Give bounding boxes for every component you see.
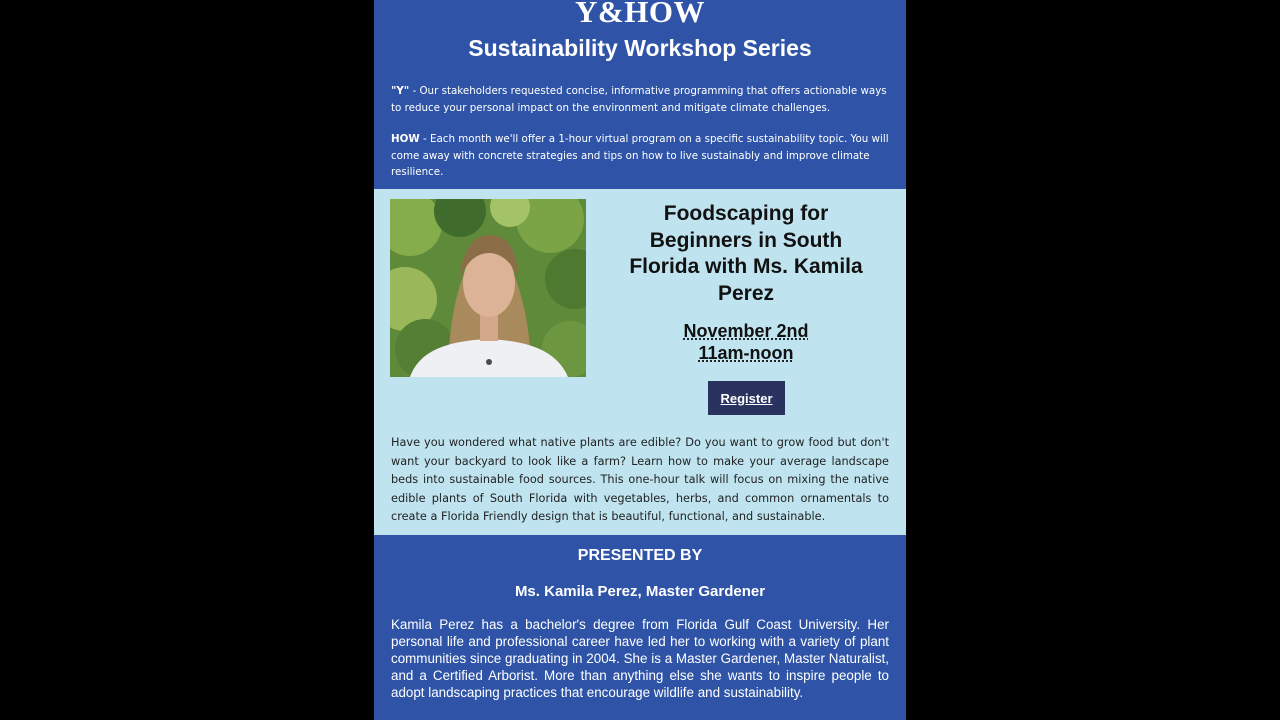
- presenter-name: Ms. Kamila Perez, Master Gardener: [514, 583, 766, 600]
- intro-why-paragraph: [391, 83, 891, 116]
- event-time: 11am-noon: [698, 343, 794, 363]
- presenter-section: [374, 535, 906, 720]
- intro-how-text: - Each month we'll offer a 1-hour virtual program on a specific sustainability topic. You will come away with concrete strategies and tips on how to live sustainably and improve climate resilience.: [391, 133, 889, 178]
- event-description: Have you wondered what native plants are edible? Do you want to grow food but don't want your backyard to look like a farm? Learn how to make your average landscape beds into sustainable food sources. This one-hour talk will focus on mixing the native edible plants of South Florida with vegetables, herbs, and common ornamentals to create a Florida Friendly design that is beautiful, functional, and sustainable.: [391, 436, 889, 523]
- flyer-header: [374, 0, 906, 189]
- brand-logo: Y&HOW: [575, 0, 705, 29]
- event-section: [374, 189, 906, 535]
- intro-how-paragraph: [391, 131, 891, 181]
- event-datetime: [614, 320, 878, 364]
- intro-why-text: - Our stakeholders requested concise, informative programming that offers actionable ways to reduce your personal impact on the environment and mitigate climate challenges.: [391, 85, 887, 114]
- event-title: Foodscaping for Beginners in South Florida with Ms. Kamila Perez: [629, 202, 863, 305]
- presenter-photo: [390, 199, 586, 377]
- event-date: November 2nd: [683, 321, 809, 341]
- presented-by-heading: PRESENTED BY: [577, 547, 703, 564]
- workshop-flyer: [374, 0, 906, 720]
- series-title: Sustainability Workshop Series: [468, 35, 812, 61]
- presenter-bio: Kamila Perez has a bachelor's degree from Florida Gulf Coast University. Her personal life and professional career have led her to working with a variety of plant communities since graduating in 2004. She is a Master Gardener, Master Naturalist, and a Certified Arborist. More than anything else she wants to inspire people to adopt landscaping practices that encourage wildlife and sustainability.: [391, 617, 889, 700]
- register-button[interactable]: Register: [708, 381, 785, 415]
- intro-why-label: "Y": [391, 85, 410, 97]
- intro-how-label: HOW: [391, 133, 420, 145]
